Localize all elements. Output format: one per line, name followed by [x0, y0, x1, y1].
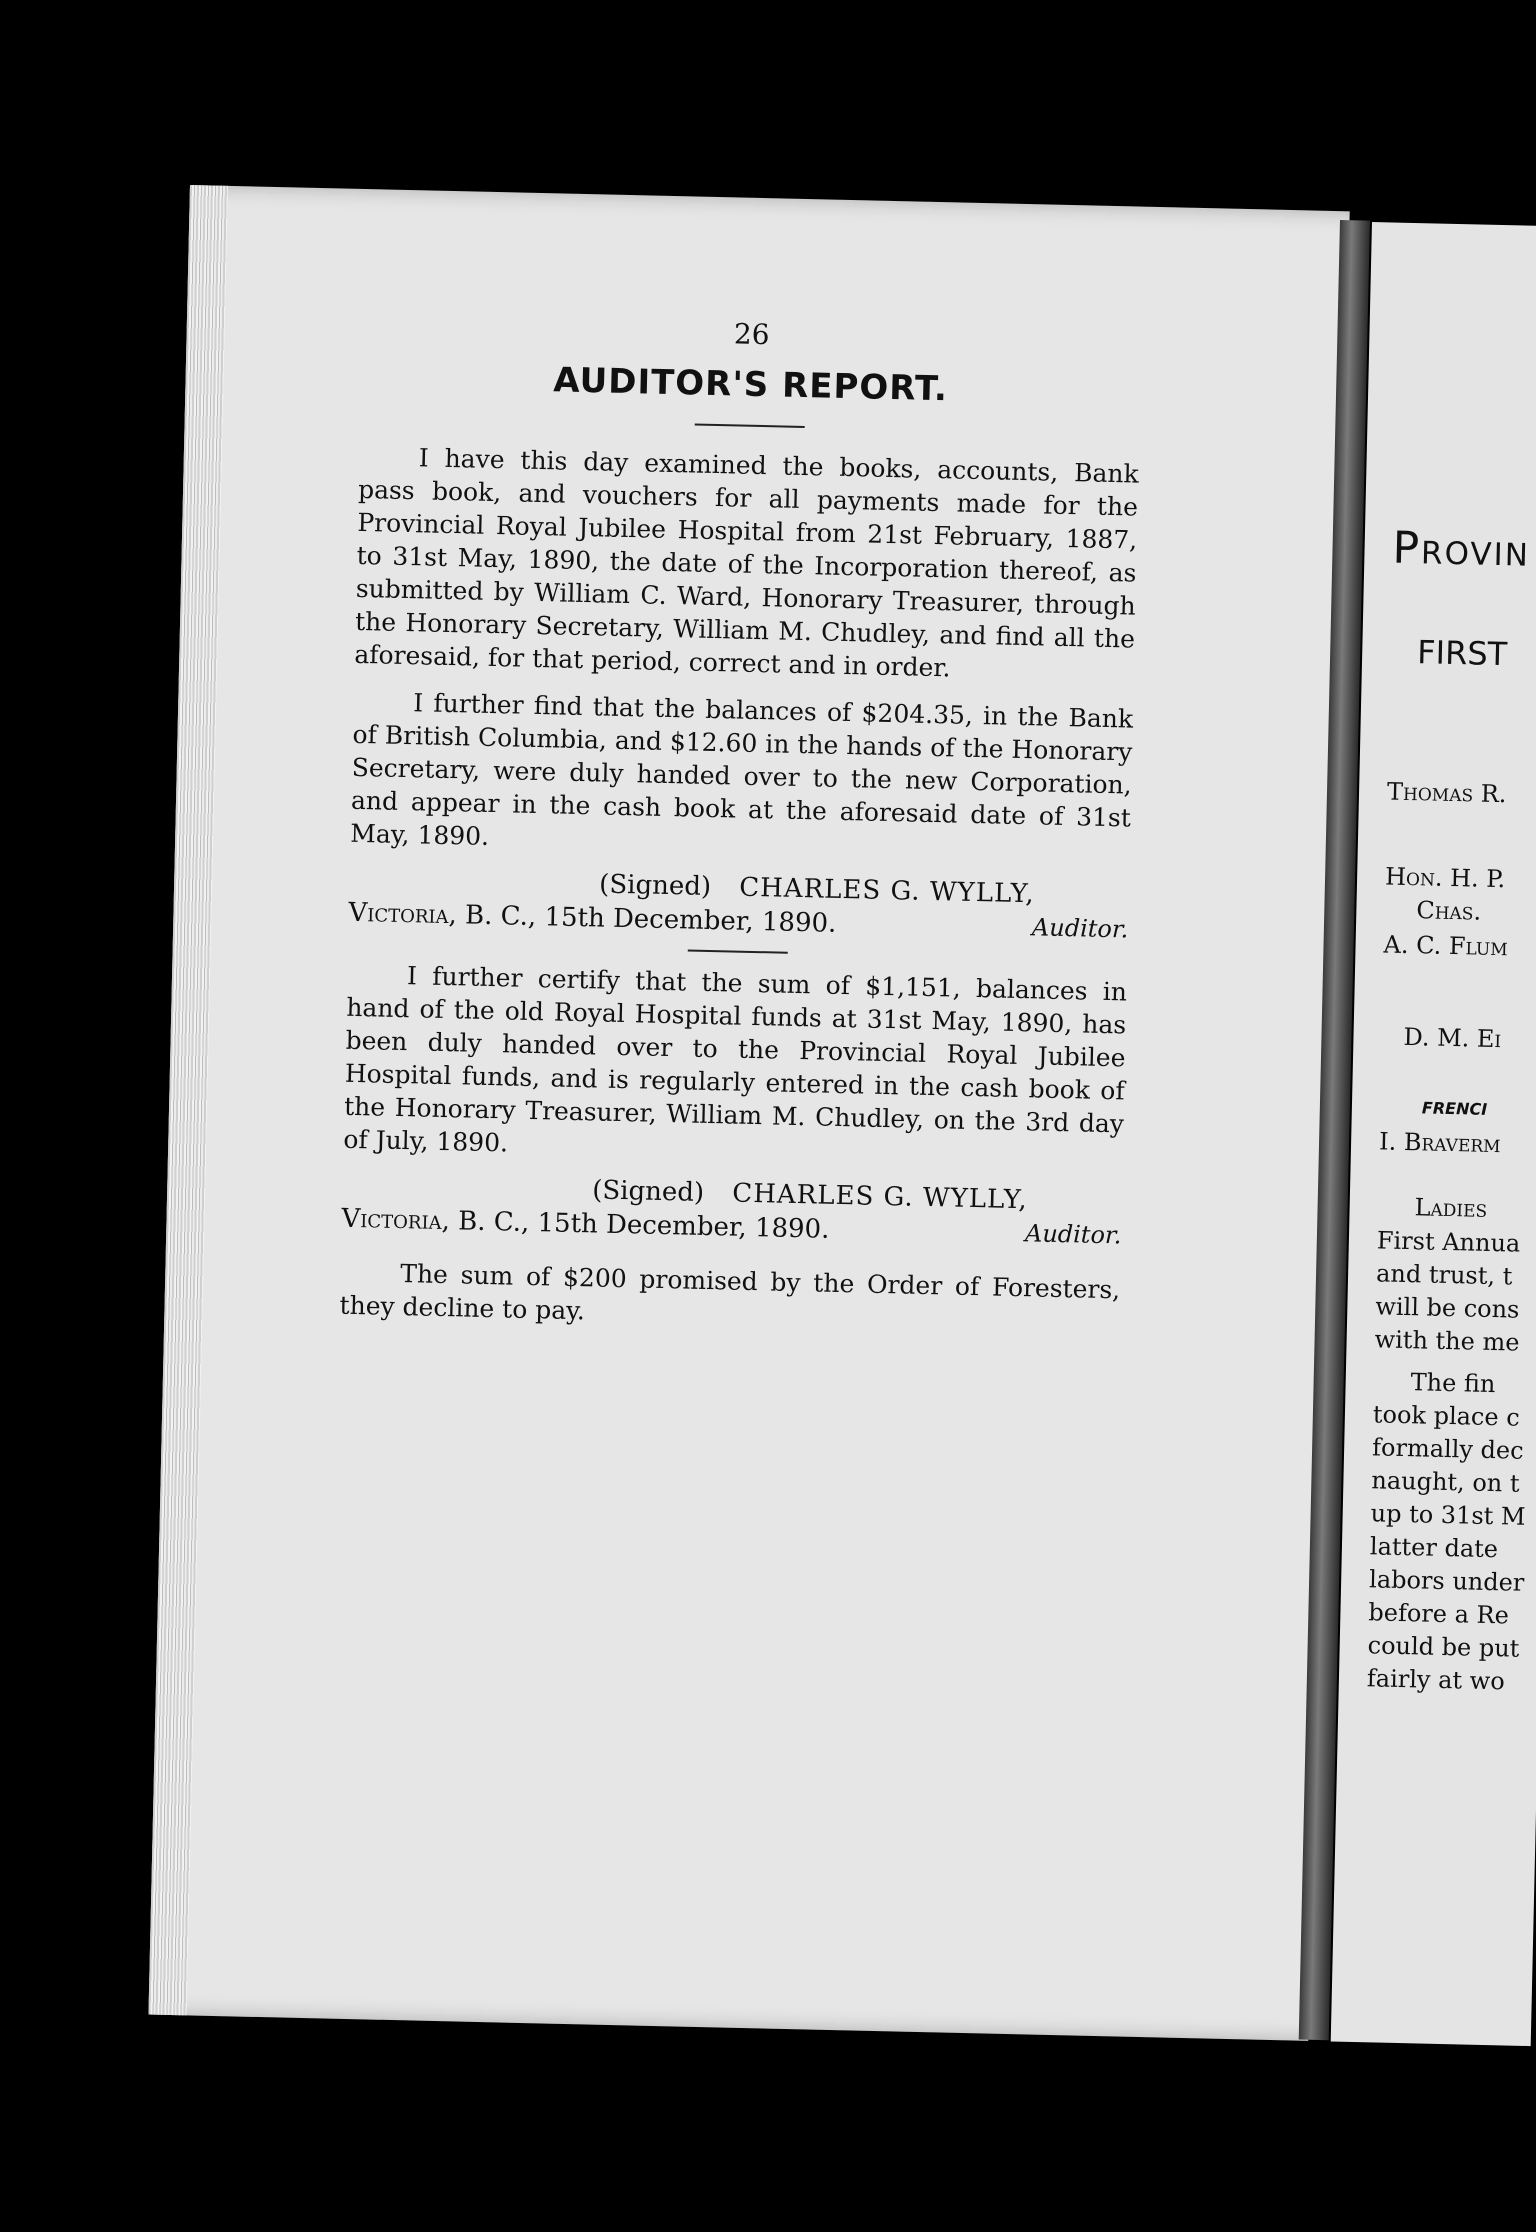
right-line: latter date: [1369, 1532, 1499, 1564]
right-line: D. M. Ei: [1403, 1022, 1502, 1054]
place: Victoria, B. C.,: [341, 1203, 530, 1238]
right-line: The fin: [1410, 1368, 1496, 1399]
right-line: labors under: [1368, 1565, 1525, 1597]
title-divider: [695, 424, 805, 428]
left-page: [148, 185, 1349, 2041]
signer-name: CHARLES G. WYLLY,: [732, 1178, 1029, 1216]
paragraph-1: I have this day examined the books, accounts, Bank pass book, and vouchers for all payments made for the Provincial Royal Jubilee Hospital from 21st February, 1887, to 31st May, 1890, the date of the Incorporation thereof, as submitted by William C. Ward, Honorary Treasurer, through the Honorary Secretary, William M. Chudley, and find all the aforesaid, for that period, correct and in order.: [354, 443, 1140, 683]
right-line: Ladies: [1414, 1193, 1488, 1223]
section-divider: [688, 949, 788, 953]
right-line: with the me: [1374, 1325, 1520, 1357]
paragraph-2: I further find that the balances of $204.35, in the Bank of British Columbia, and $12.60 in the hands of the Honorary Secretary, were duly handed over to the new Corporation, and appear in the cash book at the aforesaid date of 31st May, 1890.: [350, 688, 1134, 851]
right-line: A. C. Flum: [1383, 930, 1509, 962]
right-title: Provin: [1392, 522, 1531, 577]
right-line: before a Re: [1368, 1598, 1510, 1630]
signer-role: Auditor.: [1031, 913, 1129, 944]
right-line: Thomas R.: [1386, 777, 1507, 809]
paragraph-3: I further certify that the sum of $1,151, balances in hand of the old Royal Hospital funds at 31st May, 1890, has been duly handed over to the Provincial Royal Jubilee Hospital funds, and is regularly entered in the cash book of the Honorary Treasurer, William M. Chudley, on the 3rd day of July, 1890.: [343, 961, 1128, 1158]
right-line: Hon. H. P.: [1384, 862, 1506, 894]
page-title: AUDITOR'S REPORT.: [552, 360, 949, 410]
place: Victoria, B. C.,: [348, 897, 537, 933]
right-line: naught, on t: [1371, 1466, 1520, 1498]
right-line: I. Braverm: [1378, 1127, 1501, 1159]
signer-name: CHARLES G. WYLLY,: [738, 872, 1036, 910]
right-subtitle: FIRST: [1416, 633, 1508, 674]
right-line: up to 31st M: [1370, 1499, 1526, 1531]
right-line: and trust, t: [1375, 1259, 1513, 1291]
right-line: will be cons: [1375, 1292, 1520, 1324]
date: 15th December, 1890.: [537, 1208, 830, 1245]
paragraph-4: The sum of $200 promised by the Order of Foresters, they decline to pay.: [339, 1259, 1121, 1326]
right-line: Chas.: [1416, 896, 1482, 926]
right-line: formally dec: [1371, 1433, 1524, 1465]
signer-role: Auditor.: [1024, 1219, 1122, 1250]
page-content: [339, 309, 1142, 1353]
signed-label: (Signed): [598, 869, 712, 902]
right-line: took place c: [1372, 1400, 1521, 1432]
page-number: 26: [733, 317, 770, 352]
page-edges: [148, 185, 228, 2015]
signed-label: (Signed): [591, 1175, 705, 1208]
right-line: fairly at wo: [1366, 1664, 1506, 1696]
date: 15th December, 1890.: [544, 902, 837, 939]
right-line: could be put: [1367, 1631, 1520, 1663]
right-line: FRENCI: [1421, 1098, 1488, 1119]
right-line: First Annua: [1376, 1226, 1521, 1258]
